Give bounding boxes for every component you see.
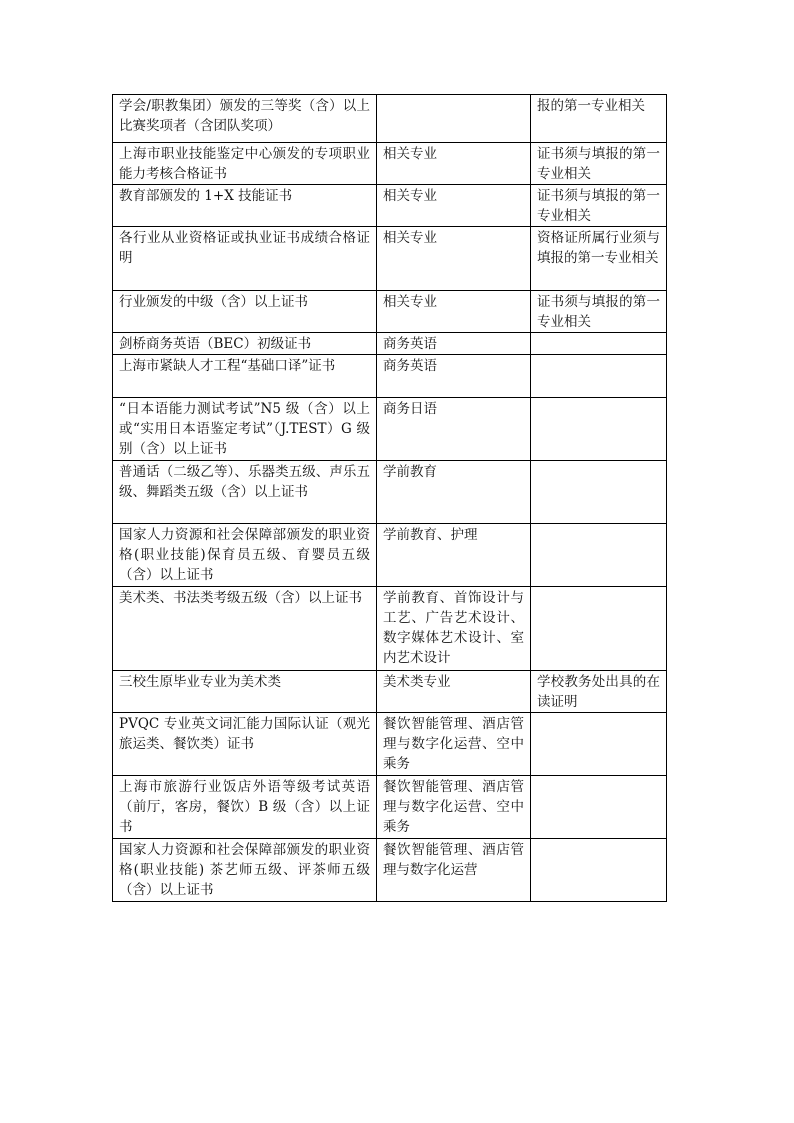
item-cell: 学会/职教集团）颁发的三等奖（含）以上比赛奖项者（含团队奖项）: [113, 95, 377, 143]
major-cell: 餐饮智能管理、酒店管理与数字化运营、空中乘务: [377, 713, 531, 776]
table-row: [113, 95, 667, 143]
major-cell: 相关专业: [377, 227, 531, 291]
table-row: [113, 143, 667, 185]
note-cell: [531, 461, 667, 524]
table-row: [113, 839, 667, 902]
note-cell: 证书须与填报的第一专业相关: [531, 291, 667, 333]
item-cell: 三校生原毕业专业为美术类: [113, 671, 377, 713]
note-cell: 学校教务处出具的在读证明: [531, 671, 667, 713]
item-cell: 普通话（二级乙等）、乐器类五级、声乐五级、舞蹈类五级（含）以上证书: [113, 461, 377, 524]
major-cell: 相关专业: [377, 143, 531, 185]
note-cell: [531, 333, 667, 355]
note-cell: [531, 355, 667, 398]
requirements-table: [112, 94, 667, 902]
item-cell: 上海市职业技能鉴定中心颁发的专项职业能力考核合格证书: [113, 143, 377, 185]
table-row: [113, 185, 667, 227]
item-cell: 国家人力资源和社会保障部颁发的职业资格(职业技能)保育员五级、育婴员五级（含）以上证书: [113, 524, 377, 587]
major-cell: 商务英语: [377, 355, 531, 398]
major-cell: 学前教育: [377, 461, 531, 524]
item-cell: PVQC 专业英文词汇能力国际认证（观光旅运类、餐饮类）证书: [113, 713, 377, 776]
table-row: [113, 355, 667, 398]
note-cell: 资格证所属行业须与填报的第一专业相关: [531, 227, 667, 291]
note-cell: 报的第一专业相关: [531, 95, 667, 143]
major-cell: 相关专业: [377, 185, 531, 227]
major-cell: 商务日语: [377, 398, 531, 461]
note-cell: [531, 776, 667, 839]
major-cell: 餐饮智能管理、酒店管理与数字化运营: [377, 839, 531, 902]
note-cell: [531, 839, 667, 902]
item-cell: 上海市旅游行业饭店外语等级考试英语（前厅，客房，餐饮）B 级（含）以上证书: [113, 776, 377, 839]
item-cell: 美术类、书法类考级五级（含）以上证书: [113, 587, 377, 671]
table-row: [113, 291, 667, 333]
major-cell: 美术类专业: [377, 671, 531, 713]
major-cell: 商务英语: [377, 333, 531, 355]
note-cell: [531, 713, 667, 776]
major-cell: 学前教育、护理: [377, 524, 531, 587]
item-cell: 教育部颁发的 1+X 技能证书: [113, 185, 377, 227]
table-row: [113, 398, 667, 461]
table-row: [113, 227, 667, 291]
table-row: [113, 333, 667, 355]
item-cell: 上海市紧缺人才工程“基础口译”证书: [113, 355, 377, 398]
note-cell: 证书须与填报的第一专业相关: [531, 143, 667, 185]
item-cell: 剑桥商务英语（BEC）初级证书: [113, 333, 377, 355]
item-cell: “日本语能力测试考试”N5 级（含）以上或“实用日本语鉴定考试”（J.TEST）G 级别（含）以上证书: [113, 398, 377, 461]
note-cell: [531, 398, 667, 461]
table-row: [113, 776, 667, 839]
table-row: [113, 461, 667, 524]
item-cell: 国家人力资源和社会保障部颁发的职业资格(职业技能) 茶艺师五级、评茶师五级（含）以上证书: [113, 839, 377, 902]
major-cell: 学前教育、首饰设计与工艺、广告艺术设计、数字媒体艺术设计、室内艺术设计: [377, 587, 531, 671]
major-cell: 餐饮智能管理、酒店管理与数字化运营、空中乘务: [377, 776, 531, 839]
note-cell: [531, 587, 667, 671]
item-cell: 行业颁发的中级（含）以上证书: [113, 291, 377, 333]
item-cell: 各行业从业资格证或执业证书成绩合格证明: [113, 227, 377, 291]
note-cell: 证书须与填报的第一专业相关: [531, 185, 667, 227]
table-row: [113, 587, 667, 671]
table-row: [113, 671, 667, 713]
table-row: [113, 713, 667, 776]
major-cell: 相关专业: [377, 291, 531, 333]
major-cell: [377, 95, 531, 143]
table-row: [113, 524, 667, 587]
note-cell: [531, 524, 667, 587]
